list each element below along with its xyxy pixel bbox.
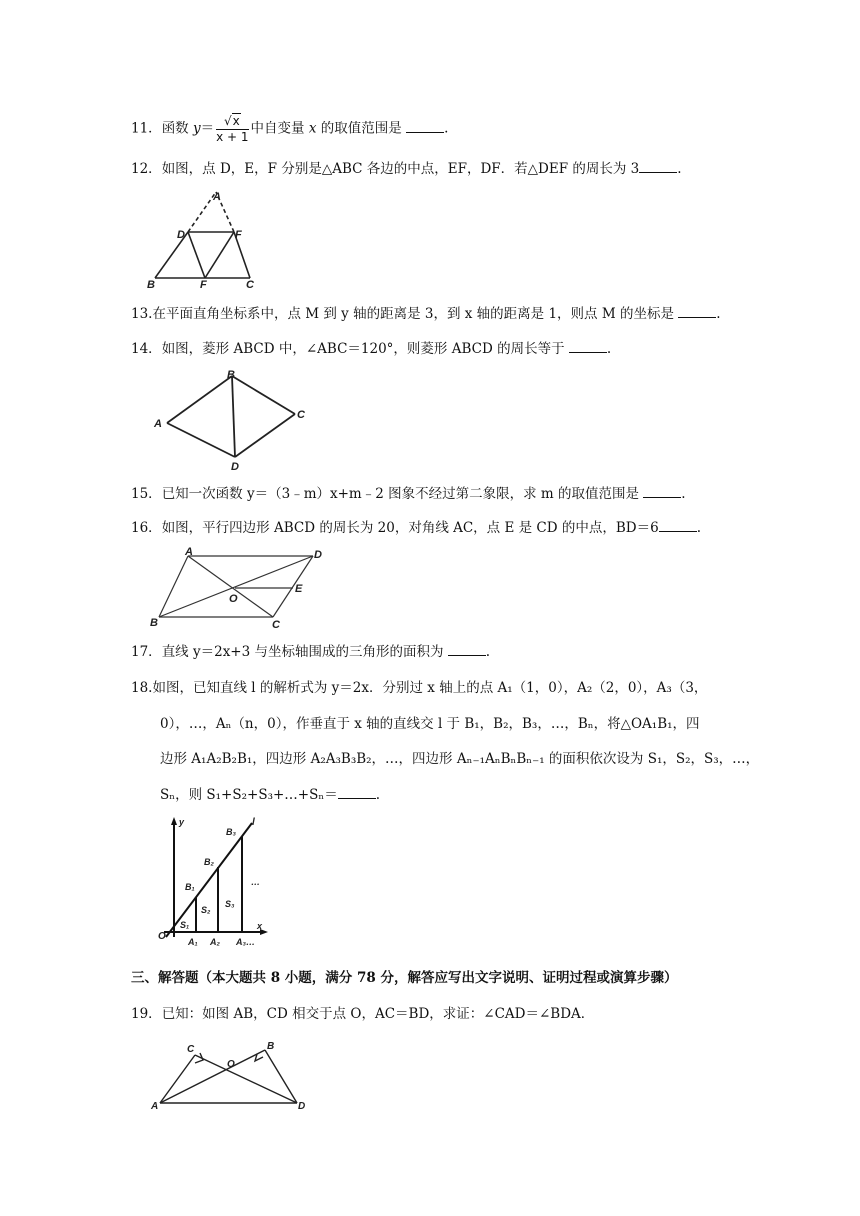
label-a: A: [213, 191, 221, 203]
label-o: O: [158, 931, 166, 942]
question-18-line-4: Sₙ，则 S₁+S₂+S₃+…+Sₙ＝ .: [160, 787, 380, 803]
section-3-heading: 三、解答题（本大题共 8 小题，满分 78 分，解答应写出文字说明、证明过程或演算步骤）: [131, 970, 678, 986]
label-a2: A₂: [210, 937, 220, 947]
question-18-line-3: 边形 A₁A₂B₂B₁，四边形 A₂A₃B₃B₂，…，四边形 Aₙ₋₁AₙBₙBₙ₋₁ 的面积依次设为 S₁，S₂，S₃，…，: [160, 751, 760, 767]
question-17: 17．直线 y＝2x+3 与坐标轴围成的三角形的面积为 .: [131, 644, 491, 660]
label-b: B: [150, 617, 158, 629]
question-13: 13.在平面直角坐标系中，点 M 到 y 轴的距离是 3，到 x 轴的距离是 1，则点 M 的坐标是 .: [131, 306, 721, 322]
label-b3: B₃: [226, 827, 236, 837]
label-x: x: [257, 921, 263, 931]
question-11: 11．函数 y＝ $\frac{√x}{x + 1}$ 中自变量 x 的取值范围是 .: [131, 114, 449, 144]
label-d: D: [231, 461, 239, 473]
figure-crossed-triangles: [145, 1035, 320, 1115]
figure-triangle-abc: [140, 186, 265, 290]
label-d: D: [177, 229, 185, 241]
label-c: C: [272, 619, 280, 631]
figure-parallelogram-abcd: [145, 544, 330, 632]
label-b2: B₂: [204, 857, 214, 867]
label-b: B: [147, 279, 155, 290]
question-14: 14．如图，菱形 ABCD 中，∠ABC＝120°，则菱形 ABCD 的周长等于 .: [131, 341, 612, 357]
answer-blank[interactable]: [338, 786, 376, 799]
label-d: D: [298, 1101, 306, 1112]
label-f: F: [235, 229, 242, 241]
label-a1: A₁: [188, 937, 198, 947]
label-s3: S₃: [225, 899, 235, 909]
label-e: E: [295, 583, 303, 595]
label-a: A: [185, 546, 193, 558]
answer-blank[interactable]: [569, 340, 607, 353]
question-16: 16．如图，平行四边形 ABCD 的周长为 20，对角线 AC，点 E 是 CD 的中点，BD＝6 .: [131, 520, 701, 536]
label-c: C: [297, 409, 305, 421]
figure-line-areas: [152, 815, 272, 947]
label-b: B: [267, 1041, 275, 1052]
q11-number: 11．: [131, 120, 162, 137]
answer-blank[interactable]: [448, 643, 486, 656]
label-a: A: [151, 1101, 159, 1112]
fraction: $\frac{√x}{x + 1}$: [216, 114, 249, 144]
question-15: 15．已知一次函数 y＝（3﹣m）x+m﹣2 图象不经过第二象限，求 m 的取值范围是 .: [131, 486, 686, 502]
answer-blank[interactable]: [643, 485, 681, 498]
answer-blank[interactable]: [659, 519, 697, 532]
label-e: F: [200, 279, 207, 290]
label-s1: S₁: [180, 920, 190, 930]
label-o: O: [229, 593, 238, 605]
label-o: O: [227, 1059, 235, 1070]
label-a: A: [154, 418, 162, 430]
label-y: y: [179, 817, 185, 827]
label-c: C: [246, 279, 254, 290]
label-ellipsis: …: [251, 877, 260, 887]
answer-blank[interactable]: [406, 120, 444, 133]
answer-blank[interactable]: [678, 305, 716, 318]
answer-blank[interactable]: [639, 160, 677, 173]
label-d: D: [314, 549, 322, 561]
label-b: B: [227, 369, 235, 381]
label-c: C: [187, 1044, 195, 1055]
label-a3: A₃…: [236, 937, 255, 947]
label-s2: S₂: [201, 905, 211, 915]
question-19: 19．已知：如图 AB，CD 相交于点 O，AC＝BD，求证：∠CAD＝∠BDA．: [131, 1006, 595, 1022]
label-b1: B₁: [185, 882, 195, 892]
question-12: 12．如图，点 D，E，F 分别是△ABC 各边的中点，EF，DF．若△DEF 的周长为 3 .: [131, 161, 682, 177]
figure-rhombus-abcd: [145, 366, 320, 474]
question-18-line-1: 18.如图，已知直线 l 的解析式为 y＝2x．分别过 x 轴上的点 A₁（1，0），A₂（2，0），A₃（3，: [131, 680, 708, 696]
question-18-line-2: 0），…，Aₙ（n，0），作垂直于 x 轴的直线交 l 于 B₁，B₂，B₃，…，Bₙ，将△OA₁B₁，四: [160, 716, 700, 732]
label-l: l: [252, 817, 255, 828]
